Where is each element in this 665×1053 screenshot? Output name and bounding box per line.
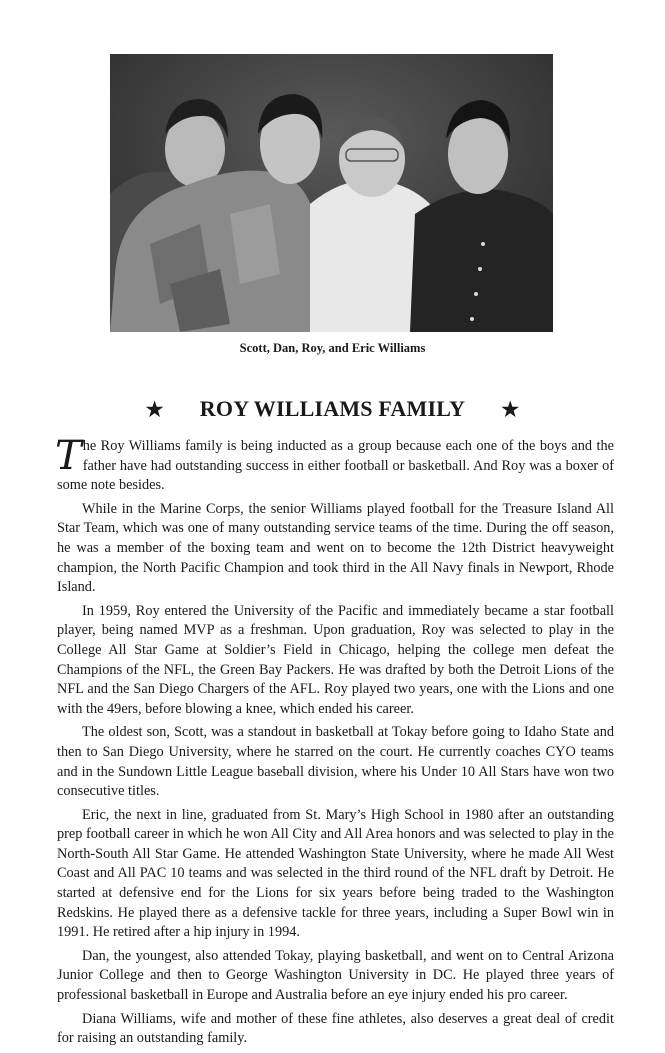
- article-body: [55, 433, 614, 1053]
- drop-cap: T: [55, 433, 82, 479]
- paragraph-intro: The Roy Williams family is being inducted as a group because each one of the boys and the father have had outstanding success in either football or basketball. And Roy was a boxer of some note besides.: [55, 433, 614, 494]
- title-text: ROY WILLIAMS FAMILY: [199, 396, 466, 421]
- paragraph-roy-football: In 1959, Roy entered the University of the Pacific and immediately became a star football player, being named MVP as a freshman. Upon graduation, Roy was selected to play in the College All Star Game at Soldier’s Field in Chicago, helping the college men defeat the Champions of the NFL, the Green Bay Packers. He was drafted by both the Detroit Lions of the NFL and the San Diego Chargers of the AFL. Roy played two years, one with the Lions and one with the 49ers, before blowing a knee, which ended his career.: [57, 602, 614, 717]
- star-icon: ★: [501, 399, 520, 421]
- photo-illustration: [110, 54, 553, 332]
- paragraph-eric: Eric, the next in line, graduated from St. Mary’s High School in 1980 after an outstanding prep football career in which he won All City and All Area honors and was selected to play in the North-South All Star Game. He attended Washington State University, where he made All West Coast and All PAC 10 teams and was selected in the third round of the NFL draft by Detroit. He started at defensive end for the Lions for six years before being traded to the Washington Redskins. He played there as a defensive tackle for three years, including a Super Bowl win in 1991. He retired after a hip injury in 1994.: [57, 806, 614, 941]
- photo-caption: Scott, Dan, Roy, and Eric Williams: [239, 341, 426, 355]
- paragraph-diana: Diana Williams, wife and mother of these fine athletes, also deserves a great deal of credit for raising an outstanding family.: [57, 1010, 614, 1047]
- star-icon: ★: [145, 399, 164, 421]
- paragraph-dan: Dan, the youngest, also attended Tokay, playing basketball, and went on to Central Arizona Junior College and then to George Washington University in DC. He played three years of professional basketball in Europe and Australia before an eye injury ended his pro career.: [57, 947, 614, 1004]
- page-title: [0, 396, 665, 422]
- family-photo: [110, 54, 553, 332]
- paragraph-scott: The oldest son, Scott, was a standout in basketball at Tokay before going to Idaho State and then to San Diego University, where he starred on the court. He currently coaches CYO teams and in the Sundown Little League baseball division, where his Under 10 All Stars have won two consecutive titles.: [57, 724, 614, 800]
- paragraph-marine-corps: While in the Marine Corps, the senior Williams played football for the Treasure Island All Star Team, which was one of many outstanding service teams of the time. During the off season, he was a member of the boxing team and went on to become the 12th District heavyweight champion, the North Pacific Champion and took third in the All Navy finals in Newport, Rhode Island.: [57, 500, 614, 596]
